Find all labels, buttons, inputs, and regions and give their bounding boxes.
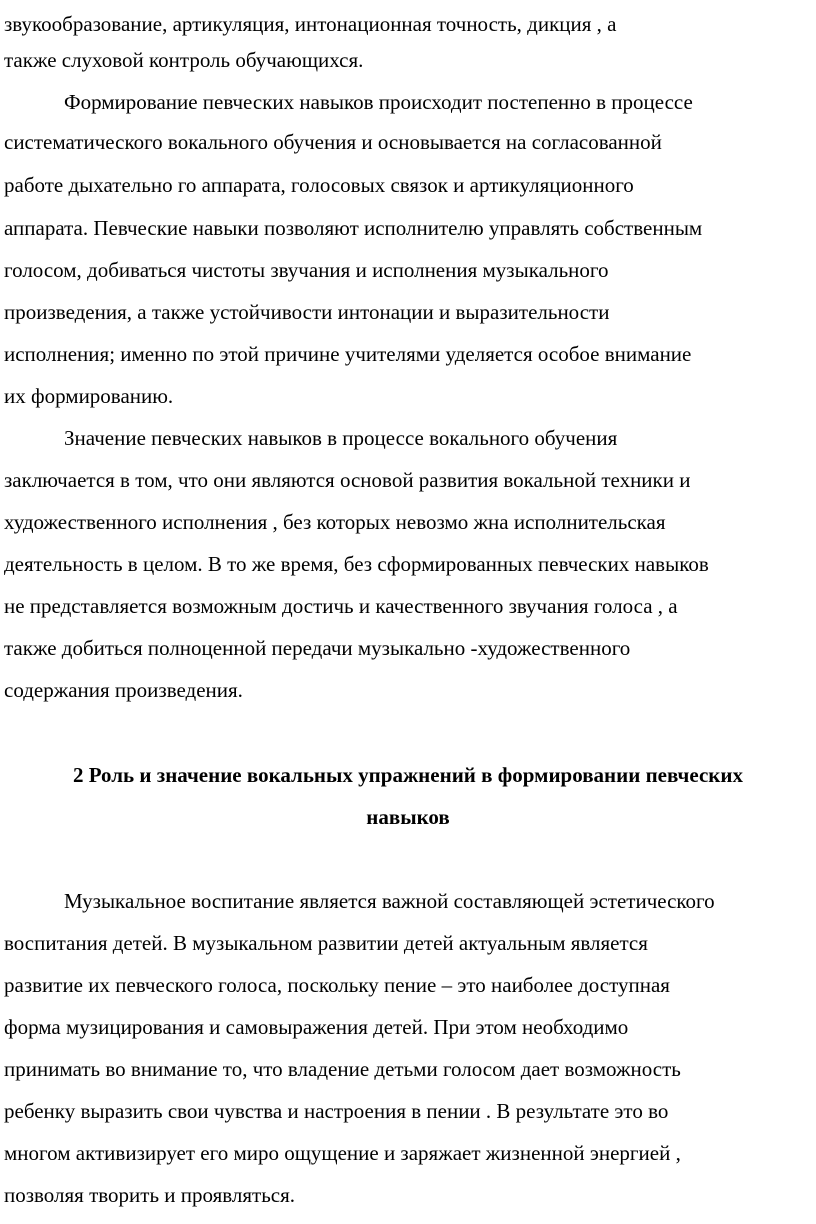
text-line: содержания произведения.	[4, 678, 243, 702]
text-line: также добиться полноценной передачи музыкально -художественного	[4, 636, 631, 660]
text-line: воспитания детей. В музыкальном развитии детей актуальным является	[4, 931, 648, 955]
text-line: заключается в том, что они являются основой развития вокальной техники и	[4, 468, 691, 492]
section-heading: 2 Роль и значение вокальных упражнений в формировании певческих	[72, 763, 743, 787]
text-line: работе дыхательно го аппарата, голосовых связок и артикуляционного	[4, 173, 634, 197]
text-line: не представляется возможным достичь и качественного звучания голоса , а	[4, 594, 678, 618]
text-line: аппарата. Певческие навыки позволяют исполнителю управлять собственным	[4, 216, 703, 240]
paragraph-first-line: Формирование певческих навыков происходит постепенно в процессе	[64, 90, 693, 114]
text-line: художественного исполнения , без которых невозмо жна исполнительская	[4, 510, 666, 534]
text-line: голосом, добиваться чистоты звучания и исполнения музыкального	[4, 258, 609, 282]
section-heading-continuation: навыков	[366, 805, 450, 829]
text-line: звукообразование, артикуляция, интонационная точность, дикция , а	[4, 12, 617, 36]
paragraph-first-line: Музыкальное воспитание является важной составляющей эстетического	[64, 889, 715, 913]
text-line: принимать во внимание то, что владение детьми голосом дает возможность	[4, 1057, 681, 1081]
text-line: исполнения; именно по этой причине учителями уделяется особое внимание	[4, 342, 692, 366]
text-line: деятельность в целом. В то же время, без сформированных певческих навыков	[4, 552, 709, 576]
text-line: их формированию.	[4, 384, 174, 408]
text-line: развитие их певческого голоса, поскольку пение – это наиболее доступная	[4, 973, 670, 997]
text-line: систематического вокального обучения и основывается на согласованной	[4, 130, 662, 154]
text-line: произведения, а также устойчивости интонации и выразительности	[4, 300, 610, 324]
paragraph-first-line: Значение певческих навыков в процессе вокального обучения	[64, 426, 618, 450]
text-line: форма музицирования и самовыражения детей. При этом необходимо	[4, 1015, 629, 1039]
text-line: позволяя творить и проявляться.	[4, 1183, 296, 1207]
text-line: также слуховой контроль обучающихся.	[4, 48, 364, 72]
text-line: многом активизирует его миро ощущение и заряжает жизненной энергией ,	[4, 1141, 681, 1165]
text-line: ребенку выразить свои чувства и настроения в пении . В результате это во	[4, 1099, 669, 1123]
